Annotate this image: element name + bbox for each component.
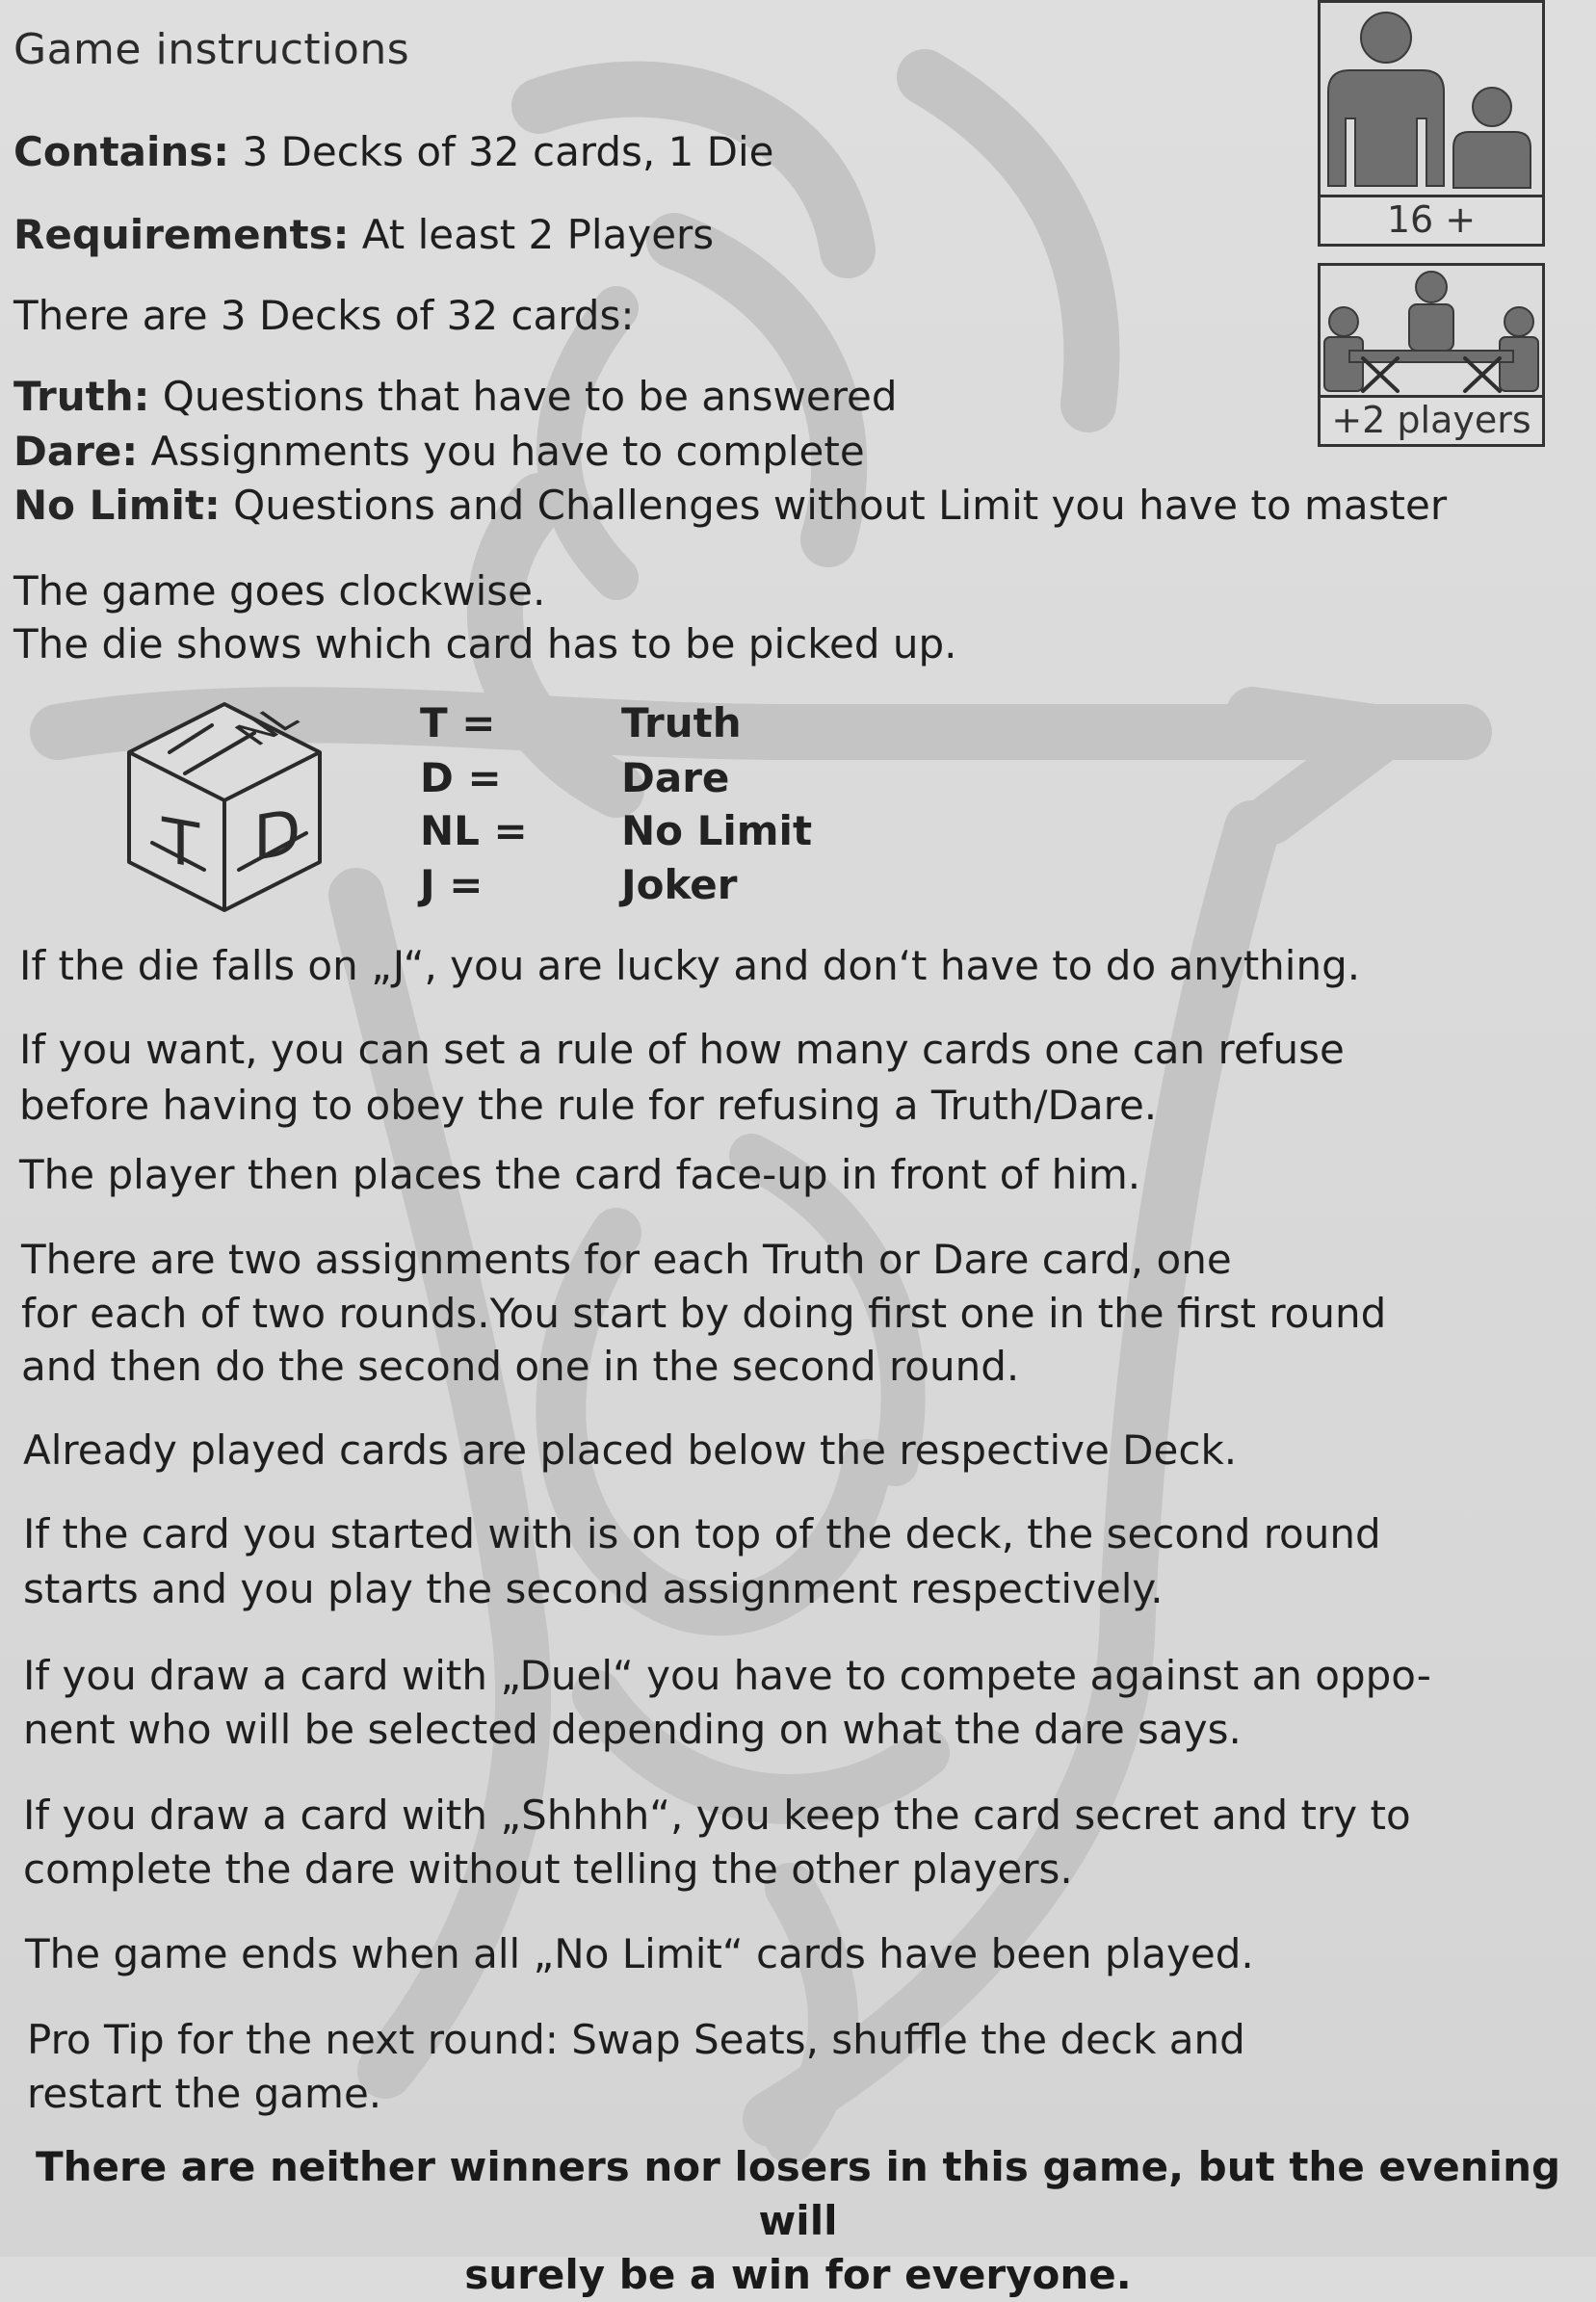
page-title: Game instructions [13,25,410,74]
shhhh-rule-line-2: complete the dare without telling the other players. [23,1845,1073,1893]
played-cards-rule: Already played cards are placed below the respective Deck. [23,1426,1238,1474]
second-round-line-1: If the card you started with is on top of the deck, the second round [23,1510,1381,1557]
legend-value-j: Joker [621,861,738,908]
deck-truth-label: Truth: [13,373,150,420]
deck-dare-value: Assignments you have to complete [138,428,865,475]
deck-no-limit-value: Questions and Challenges without Limit you have to master [220,482,1448,529]
clockwise-line: The game goes clockwise. [13,567,546,615]
decks-intro: There are 3 Decks of 32 cards: [13,292,635,339]
refuse-rule-line-2: before having to obey the rule for refusing a Truth/Dare. [19,1082,1158,1129]
closing-note-line-2: surely be a win for everyone. [464,2251,1132,2298]
adult-child-icon [1321,3,1542,196]
legend-key-d: D = [420,754,502,801]
age-badge [1318,0,1545,247]
duel-rule-line-2: nent who will be selected depending on what the dare says. [23,1706,1242,1753]
die-left-face: T [162,804,200,883]
rounds-rule-line-1: There are two assignments for each Truth or Dare card, one [21,1236,1232,1283]
contains-value: 3 Decks of 32 cards, 1 Die [229,128,774,175]
closing-note-line-1: There are neither winners nor losers in this game, but the evening will [35,2143,1561,2244]
contains-line [13,125,774,179]
closing-note [0,2140,1596,2302]
requirements-label: Requirements: [13,211,350,258]
age-label: 16 + [1321,195,1542,244]
duel-rule-line-1: If you draw a card with „Duel“ you have to compete against an oppo- [23,1652,1431,1699]
pro-tip-line-2: restart the game. [27,2070,382,2117]
game-end-rule: The game ends when all „No Limit“ cards have been played. [25,1930,1254,1977]
pro-tip-line-1: Pro Tip for the next round: Swap Seats, shuffle the deck and [27,2016,1245,2063]
legend-key-t: T = [420,699,496,746]
deck-truth [13,370,898,424]
joker-rule: If the die falls on „J“, you are lucky and don‘t have to do anything. [19,942,1361,989]
refuse-rule-line-1: If you want, you can set a rule of how many cards one can refuse [19,1026,1345,1073]
face-up-rule: The player then places the card face-up in front of him. [19,1151,1141,1198]
deck-no-limit [13,479,1447,533]
deck-no-limit-label: No Limit: [13,482,221,529]
legend-value-d: Dare [621,754,730,801]
rounds-rule-line-2: for each of two rounds.You start by doing first one in the first round [21,1290,1387,1337]
legend-key-nl: NL = [420,807,528,854]
legend-value-t: Truth [621,699,742,746]
second-round-line-2: starts and you play the second assignment respectively. [23,1565,1164,1612]
players-label: +2 players [1321,395,1542,444]
deck-truth-value: Questions that have to be answered [149,373,898,420]
contains-label: Contains: [13,128,230,175]
die-explanation-line: The die shows which card has to be picked up. [13,620,957,667]
players-table-icon [1321,266,1542,396]
rounds-rule-line-3: and then do the second one in the second round. [21,1343,1020,1390]
die-top-face: NL [224,699,309,753]
legend-key-j: J = [420,861,484,908]
deck-dare [13,425,865,479]
requirements-line [13,208,714,262]
requirements-value: At least 2 Players [349,211,715,258]
deck-dare-label: Dare: [13,428,139,475]
die-icon [123,698,326,915]
die-right-face: D [253,795,301,876]
legend-value-nl: No Limit [621,807,813,854]
players-badge [1318,263,1545,447]
shhhh-rule-line-1: If you draw a card with „Shhhh“, you keep the card secret and try to [23,1792,1411,1839]
